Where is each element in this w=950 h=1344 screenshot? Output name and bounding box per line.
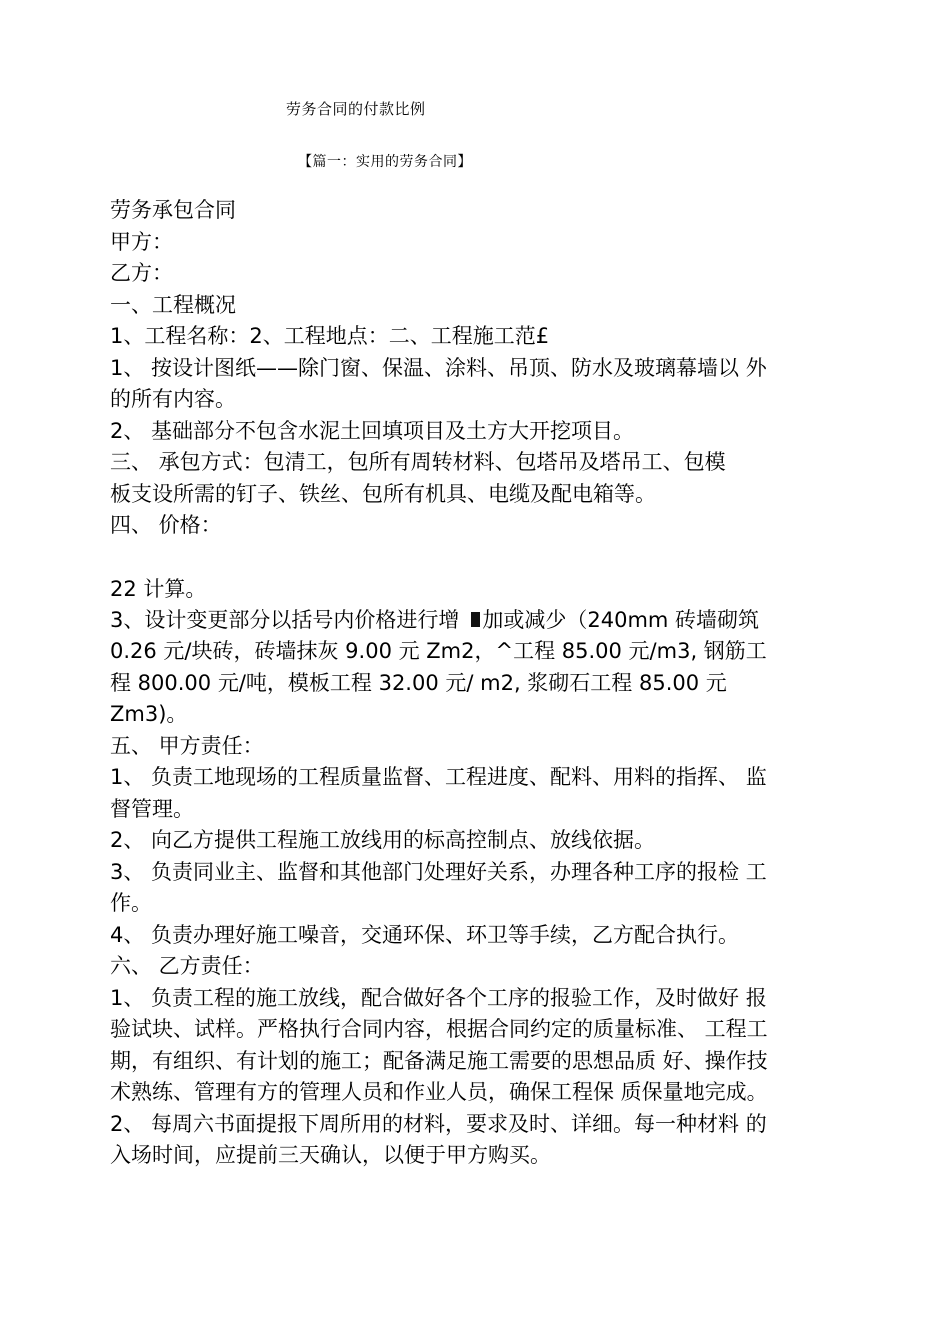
paragraph-line: Zm3)。 — [110, 702, 188, 726]
paragraph-line: 督管理。 — [110, 796, 194, 821]
contract-body — [110, 195, 870, 1172]
paragraph-line: 3、 负责同业主、监督和其他部门处理好关系，办理各种工序的报检 工 — [110, 859, 767, 884]
paragraph-line: 0.26 元/块砖，砖墙抹灰 9.00 元 Zm2，^工程 85.00 元/m3, 钢筋工 — [110, 639, 767, 663]
line-fragment: 加或减少（240mm 砖墙砌筑 — [482, 607, 760, 632]
party-a-line: 甲方： — [110, 229, 173, 254]
section-party-b-duties-heading: 六、 乙方责任： — [110, 954, 264, 978]
section-party-a-duties-heading: 五、 甲方责任： — [110, 733, 264, 758]
paragraph-line: 1、 按设计图纸——除门窗、保温、涂料、吊顶、防水及玻璃幕墙以 外 — [110, 355, 767, 380]
paragraph-line: 4、 负责办理好施工噪音，交通环保、环卫等手续，乙方配合执行。 — [110, 922, 740, 947]
paragraph-line: 2、 向乙方提供工程施工放线用的标高控制点、放线依据。 — [110, 828, 656, 852]
line-fragment: 3、设计变更部分以括号内价格进行增 — [110, 607, 460, 632]
contract-title: 劳务承包合同 — [110, 198, 236, 222]
section-contract-mode-heading: 三、 承包方式：包清工，包所有周转材料、包塔吊及塔吊工、包模 — [110, 450, 726, 474]
paragraph-line: 22 计算。 — [110, 576, 207, 601]
paragraph-line: 1、工程名称：2、工程地点：二、工程施工范£ — [110, 324, 550, 348]
paragraph-line: 程 800.00 元/吨，模板工程 32.00 元/ m2, 浆砌石工程 85.00 元 — [110, 670, 727, 695]
paragraph-line: 入场时间，应提前三天确认，以便于甲方购买。 — [110, 1143, 551, 1167]
paragraph-line — [110, 605, 870, 637]
paragraph-line: 2、 基础部分不包含水泥土回填项目及土方大开挖项目。 — [110, 418, 635, 443]
paragraph-line: 板支设所需的钉子、铁丝、包所有机具、电缆及配电箱等。 — [110, 481, 656, 506]
paragraph-line: 术熟练、管理有方的管理人员和作业人员，确保工程保 质保量地完成。 — [110, 1080, 768, 1104]
paragraph-line: 2、 每周六书面提报下周所用的材料，要求及时、详细。每一种材料 的 — [110, 1111, 767, 1136]
paragraph-line: 作。 — [110, 891, 152, 915]
party-b-line: 乙方： — [110, 261, 173, 285]
paragraph-line: 验试块、试样。严格执行合同内容，根据合同约定的质量标准、 工程工 — [110, 1017, 768, 1041]
paragraph-line: 的所有内容。 — [110, 387, 236, 411]
paragraph-line: 期，有组织、有计划的施工；配备满足施工需要的思想品质 好、操作技 — [110, 1048, 768, 1073]
paragraph-line: 1、 负责工程的施工放线，配合做好各个工序的报验工作，及时做好 报 — [110, 985, 767, 1010]
inline-image-marker — [471, 612, 480, 627]
section-price-heading: 四、 价格： — [110, 513, 222, 537]
paragraph-line: 1、 负责工地现场的工程质量监督、工程进度、配料、用料的指挥、 监 — [110, 765, 767, 789]
section-overview-heading: 一、工程概况 — [110, 292, 236, 317]
section-heading: 【篇一：实用的劳务合同】 — [298, 154, 472, 170]
document-title: 劳务合同的付款比例 — [286, 100, 426, 118]
